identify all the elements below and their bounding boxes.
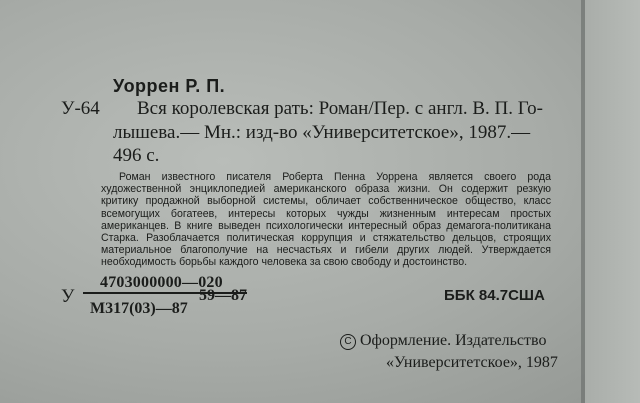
catalog-denominator: М317(03)—87	[90, 300, 188, 317]
bibliographic-line-2: лышева.— Мн.: изд-во «Университетское», 1987.—	[113, 122, 531, 143]
bibliographic-line-3: 496 с.	[113, 145, 160, 166]
copyright-line-2: «Университетское», 1987	[386, 354, 558, 371]
catalog-letter: У	[61, 286, 75, 307]
bibliographic-line-1: Вся королевская рать: Роман/Пер. с англ. В. П. Го-	[137, 98, 543, 119]
copyright-text-1: Оформление. Издательство	[360, 332, 547, 349]
copyright-line-1	[340, 332, 546, 350]
bbk-code: ББК 84.7США	[444, 287, 545, 304]
author-name: Уоррен Р. П.	[113, 76, 226, 96]
annotation-text: Роман известного писателя Роберта Пенна Уоррена является своего рода художественной энциклопедией американского образа жизни. Он содержит резкую критику продажной выборной системы, обличает собственническое общество, класс всемогущих богатеев, интересы которых чужды жизненным интересам простых американцев. В книге выведен психологически интересный образ демагога-политикана Старка. Разоблачается политическая коррупция и стяжательство дельцов, строящих материальное благополучие на несчастьях и гибели других людей. Утверждается необходимость борьбы каждого человека за свою свободу и достоинство.	[101, 171, 551, 269]
annotation-paragraph	[101, 171, 551, 269]
facing-page-edge	[585, 0, 640, 403]
catalog-numerator: 4703000000—020	[100, 274, 223, 291]
copyright-icon: С	[340, 334, 356, 350]
classification-index: У-64	[61, 98, 100, 119]
catalog-year-code: 59—87	[199, 287, 247, 304]
